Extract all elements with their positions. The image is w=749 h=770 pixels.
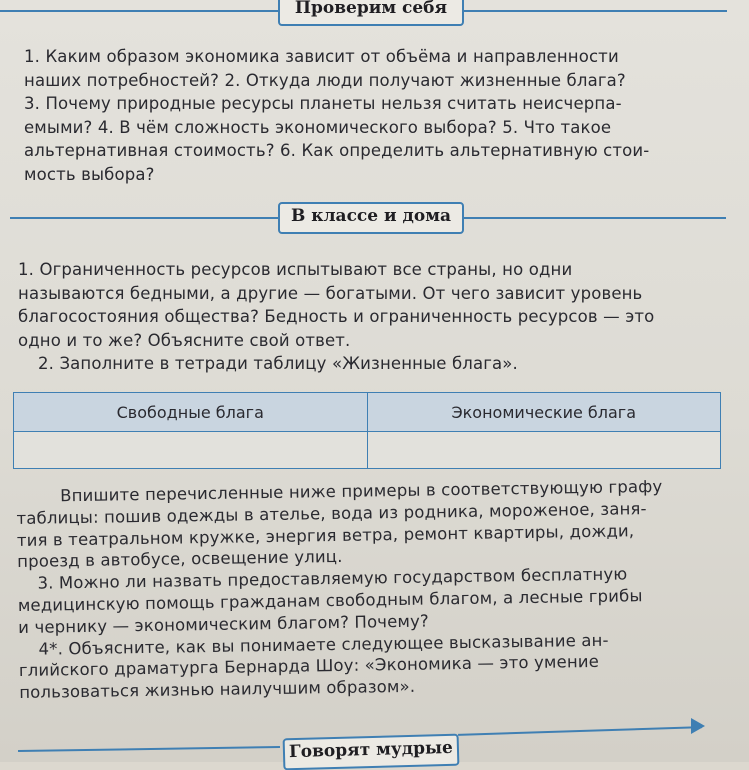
text-line: Впишите перечисленные ниже примеры в соответствующую графу [60, 476, 663, 506]
text-line: емыми? 4. В чём сложность экономического выбора? 5. Что такое [24, 117, 612, 137]
text-line: 4*. Объясните, как вы понимаете следующее высказывание ан- [38, 630, 609, 659]
check-questions [24, 45, 726, 186]
header-rule-left [0, 10, 278, 12]
text-line: глийского драматурга Бернарда Шоу: «Экономика — это умение [18, 652, 600, 681]
text-line: 3. Почему природные ресурсы планеты нельзя считать неисчерпа- [24, 94, 622, 113]
text-line: проезд в автобусе, освещение улиц. [17, 547, 343, 572]
section-title-wise: Говорят мудрые [283, 734, 460, 770]
text-line: 3. Можно ли назвать предоставляемую государством бесплатную [37, 564, 628, 593]
text-line: и чернику — экономическим благом? Почему? [18, 611, 429, 637]
table-header-economic-goods: Экономические блага [367, 393, 721, 432]
text-line: 2. Заполните в тетради таблицу «Жизненные блага». [38, 354, 518, 373]
task-1 [18, 258, 722, 352]
task-2 [38, 352, 718, 376]
text-line: пользоваться жизнью наилучшим образом». [19, 676, 416, 703]
text-line: 1. Каким образом экономика зависит от объёма и направленности [24, 47, 619, 66]
table-cell-empty [367, 432, 721, 469]
header-rule-left [18, 746, 280, 752]
text-line: называются бедными, а другие — богатыми. От чего зависит уровень [18, 283, 643, 303]
table-cell-empty [14, 432, 368, 469]
table-header-free-goods: Свободные блага [14, 393, 368, 432]
text-line: 1. Ограниченность ресурсов испытывают все страны, но одни [18, 260, 573, 279]
arrow-right-icon [691, 718, 705, 734]
header-rule-right [458, 726, 702, 736]
text-line: одно и то же? Объясните свой ответ. [18, 330, 351, 350]
text-line: благосостояния общества? Бедность и ограниченность ресурсов — это [18, 307, 655, 326]
header-rule-left [10, 217, 278, 219]
text-line: наших потребностей? 2. Откуда люди получают жизненные блага? [24, 70, 626, 90]
text-line: альтернативная стоимость? 6. Как определить альтернативную стои- [24, 141, 650, 160]
text-line: мость выбора? [24, 164, 155, 184]
section-title-class: В классе и дома [278, 202, 464, 234]
tasks-3-4 [16, 475, 719, 704]
text-line: медицинскую помощь гражданам свободным благом, а лесные грибы [17, 586, 643, 615]
section-title-check: Проверим себя [278, 0, 464, 26]
header-rule-right [462, 10, 727, 12]
text-line: таблицы: пошив одежды в ателье, вода из родника, мороженое, заня- [16, 498, 647, 528]
text-line: тия в театральном кружке, энергия ветра, ремонт квартиры, дожди, [16, 520, 635, 550]
goods-table [13, 392, 721, 469]
header-rule-right [462, 217, 726, 219]
